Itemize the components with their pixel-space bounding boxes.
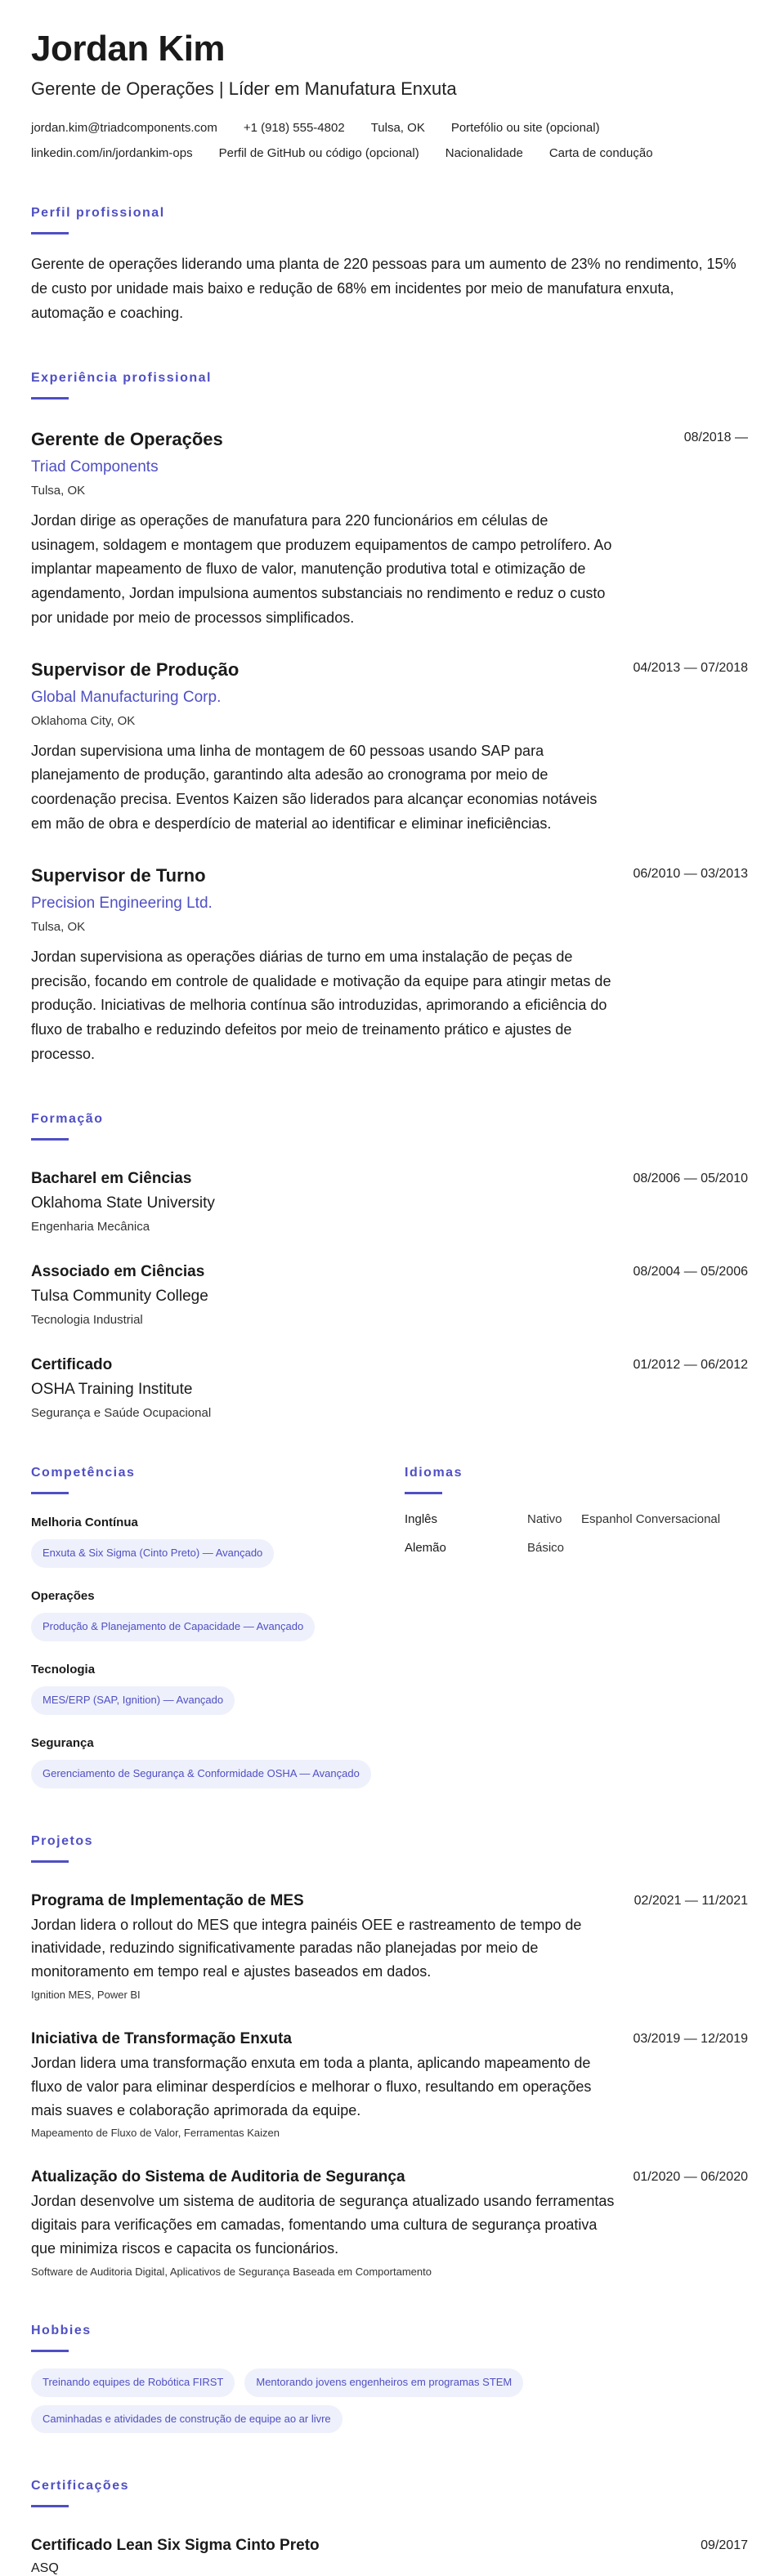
job-description: Jordan supervisiona uma linha de montagem de 60 pessoas usando SAP para planejamento de produção, garantindo alta adesão ao cronograma por meio de coordenação precisa. Eventos Kaizen são liderados para alcançar economias notáveis em mão de obra e desperdício de material ao identificar e eliminar ineficiências. bbox=[31, 742, 598, 832]
language-name: Alemão bbox=[405, 1541, 446, 1556]
project-item bbox=[31, 1892, 748, 2001]
education-item bbox=[31, 1356, 748, 1420]
hobby-pill: Caminhadas e atividades de construção de equipe ao ar livre bbox=[31, 2405, 342, 2434]
candidate-headline: Gerente de Operações | Líder em Manufatura Enxuta bbox=[31, 78, 457, 100]
contact-email[interactable]: jordan.kim@triadcomponents.com bbox=[31, 121, 217, 136]
project-name: Iniciativa de Transformação Enxuta bbox=[31, 2030, 292, 2048]
project-name: Atualização do Sistema de Auditoria de Segurança bbox=[31, 2168, 405, 2186]
school-name: OSHA Training Institute bbox=[31, 1381, 193, 1399]
hobbies-section bbox=[31, 2324, 748, 2434]
field-of-study: Tecnologia Industrial bbox=[31, 1313, 143, 1328]
section-title-certifications: Certificações bbox=[31, 2479, 129, 2493]
project-dates: 01/2020 — 06/2020 bbox=[633, 2170, 748, 2185]
project-tech: Mapeamento de Fluxo de Valor, Ferramentas Kaizen bbox=[31, 2127, 280, 2140]
skills-section bbox=[31, 1466, 405, 1788]
section-divider bbox=[31, 397, 69, 400]
skill-category: Tecnologia bbox=[31, 1662, 96, 1676]
experience-item bbox=[31, 429, 748, 630]
contact-location: Tulsa, OK bbox=[370, 121, 425, 136]
section-divider bbox=[31, 1492, 69, 1494]
project-description: Jordan desenvolve um sistema de auditoria de segurança atualizado usando ferramentas digitais para verificações em camadas, fomentando uma cultura de segurança proativa que minimiza riscos e capacita os funcionários. bbox=[31, 2193, 615, 2257]
section-title-skills: Competências bbox=[31, 1466, 136, 1480]
skills-languages-row bbox=[31, 1466, 748, 1788]
project-dates: 03/2019 — 12/2019 bbox=[633, 2032, 748, 2047]
section-divider bbox=[31, 1138, 69, 1141]
education-dates: 08/2004 — 05/2006 bbox=[633, 1265, 748, 1279]
section-divider bbox=[31, 2505, 69, 2507]
degree: Certificado bbox=[31, 1356, 113, 1374]
contact-nationality: Nacionalidade bbox=[445, 146, 523, 161]
job-dates: 06/2010 — 03/2013 bbox=[633, 867, 748, 882]
section-title-hobbies: Hobbies bbox=[31, 2323, 92, 2337]
section-title-experience: Experiência profissional bbox=[31, 371, 212, 386]
section-divider bbox=[31, 2350, 69, 2352]
experience-item bbox=[31, 659, 748, 836]
education-item bbox=[31, 1170, 748, 1234]
skill-category: Melhoria Contínua bbox=[31, 1516, 138, 1530]
candidate-name: Jordan Kim bbox=[31, 29, 226, 69]
certification-date: 09/2017 bbox=[701, 2538, 748, 2553]
skill-pill: MES/ERP (SAP, Ignition) — Avançado bbox=[31, 1686, 235, 1715]
field-of-study: Engenharia Mecânica bbox=[31, 1220, 150, 1234]
profile-summary: Gerente de operações liderando uma planta de 220 pessoas para um aumento de 23% no rendimento, 15% de custo por unidade mais baixo e redução de 68% em incidentes por meio de manufatura enxuta, automação e coaching. bbox=[31, 256, 736, 321]
contact-phone[interactable]: +1 (918) 555-4802 bbox=[243, 121, 345, 136]
skill-category: Segurança bbox=[31, 1735, 94, 1750]
language-level: Nativo bbox=[527, 1512, 562, 1527]
education-section bbox=[31, 1112, 748, 1420]
certification-issuer: ASQ bbox=[31, 2561, 59, 2576]
project-description: Jordan lidera uma transformação enxuta em toda a planta, aplicando mapeamento de fluxo de valor para eliminar desperdícios e melhorar o fluxo, resultando em operações mais suaves e colaboração aprimorada da equipe. bbox=[31, 2055, 592, 2118]
experience-section bbox=[31, 371, 748, 1066]
project-description: Jordan lidera o rollout do MES que integra painéis OEE e rastreamento de tempo de inatividade, reduzindo significativamente paradas não planejadas por meio de monitoramento em tempo real e ajustes baseados em dados. bbox=[31, 1916, 582, 1980]
skill-pill: Enxuta & Six Sigma (Cinto Preto) — Avançado bbox=[31, 1539, 274, 1568]
section-divider bbox=[31, 1860, 69, 1863]
certification-name: Certificado Lean Six Sigma Cinto Preto bbox=[31, 2537, 320, 2555]
contact-portfolio[interactable]: Portefólio ou site (opcional) bbox=[450, 121, 600, 136]
job-location: Oklahoma City, OK bbox=[31, 713, 136, 728]
certification-item bbox=[31, 2537, 748, 2576]
section-divider bbox=[405, 1492, 442, 1494]
degree: Associado em Ciências bbox=[31, 1263, 205, 1281]
education-dates: 08/2006 — 05/2010 bbox=[633, 1172, 748, 1186]
contact-license: Carta de condução bbox=[548, 146, 653, 161]
profile-section bbox=[31, 206, 748, 325]
contact-github[interactable]: Perfil de GitHub ou código (opcional) bbox=[218, 146, 419, 161]
job-location: Tulsa, OK bbox=[31, 483, 86, 498]
field-of-study: Segurança e Saúde Ocupacional bbox=[31, 1406, 212, 1421]
job-title: Supervisor de Produção bbox=[31, 659, 240, 681]
language-extra bbox=[581, 1541, 748, 1555]
school-name: Tulsa Community College bbox=[31, 1288, 208, 1306]
job-dates: 08/2018 — bbox=[683, 431, 748, 445]
job-description: Jordan dirige as operações de manufatura para 220 funcionários em células de usinagem, soldagem e montagem que produzem equipamentos de campo petrolífero. Ao implantar mapeamento de fluxo de valor, manutenção produtiva total e otimização de agendamento, Jordan impulsiona aumentos substanciais no rendimento e reduz o custo por unidade por meio de processos simplificados. bbox=[31, 511, 612, 626]
job-location: Tulsa, OK bbox=[31, 919, 86, 934]
company-name[interactable]: Global Manufacturing Corp. bbox=[31, 688, 222, 706]
hobby-pill: Mentorando jovens engenheiros em programas STEM bbox=[244, 2368, 523, 2397]
company-name[interactable]: Precision Engineering Ltd. bbox=[31, 894, 213, 912]
project-item bbox=[31, 2030, 748, 2139]
hobby-list bbox=[31, 2368, 620, 2434]
language-extra: Espanhol Conversacional bbox=[581, 1512, 721, 1527]
section-title-education: Formação bbox=[31, 1112, 104, 1127]
job-title: Supervisor de Turno bbox=[31, 865, 206, 886]
skill-group bbox=[31, 1589, 405, 1641]
job-description: Jordan supervisiona as operações diárias de turno em uma instalação de peças de precisão, focando em controle de qualidade e motivação da equipe para atingir metas de produção. Iniciativas de melhoria contínua são introduzidas, aprimorando a eficiência do fluxo de trabalho e reduzindo defeitos por meio de treinamento prático e ajustes de processo. bbox=[31, 948, 611, 1062]
contact-linkedin[interactable]: linkedin.com/in/jordankim-ops bbox=[31, 146, 193, 161]
degree: Bacharel em Ciências bbox=[31, 1170, 192, 1188]
projects-section bbox=[31, 1834, 748, 2278]
project-tech: Software de Auditoria Digital, Aplicativos de Segurança Baseada em Comportamento bbox=[31, 2265, 432, 2278]
section-title-profile: Perfil profissional bbox=[31, 206, 165, 221]
project-dates: 02/2021 — 11/2021 bbox=[633, 1893, 748, 1908]
skill-group bbox=[31, 1516, 405, 1568]
company-name[interactable]: Triad Components bbox=[31, 458, 159, 475]
languages-section bbox=[405, 1466, 748, 1788]
languages-table bbox=[405, 1512, 748, 1555]
skill-category: Operações bbox=[31, 1589, 95, 1604]
section-divider bbox=[31, 232, 69, 234]
job-dates: 04/2013 — 07/2018 bbox=[633, 661, 748, 676]
section-title-projects: Projetos bbox=[31, 1833, 94, 1848]
education-dates: 01/2012 — 06/2012 bbox=[633, 1358, 748, 1373]
skill-pill: Gerenciamento de Segurança & Conformidade OSHA — Avançado bbox=[31, 1760, 371, 1788]
language-name: Inglês bbox=[405, 1512, 438, 1527]
section-title-languages: Idiomas bbox=[405, 1466, 463, 1480]
education-item bbox=[31, 1263, 748, 1327]
school-name: Oklahoma State University bbox=[31, 1194, 215, 1212]
certifications-section bbox=[31, 2479, 748, 2576]
project-tech: Ignition MES, Power BI bbox=[31, 1989, 141, 2002]
hobby-pill: Treinando equipes de Robótica FIRST bbox=[31, 2368, 235, 2397]
job-title: Gerente de Operações bbox=[31, 429, 223, 450]
project-name: Programa de Implementação de MES bbox=[31, 1891, 304, 1909]
skill-pill: Produção & Planejamento de Capacidade — Avançado bbox=[31, 1613, 315, 1641]
contact-info bbox=[31, 121, 734, 160]
project-item bbox=[31, 2168, 748, 2277]
experience-item bbox=[31, 865, 748, 1066]
language-level: Básico bbox=[527, 1541, 565, 1556]
skill-group bbox=[31, 1736, 405, 1788]
skill-group bbox=[31, 1663, 405, 1715]
